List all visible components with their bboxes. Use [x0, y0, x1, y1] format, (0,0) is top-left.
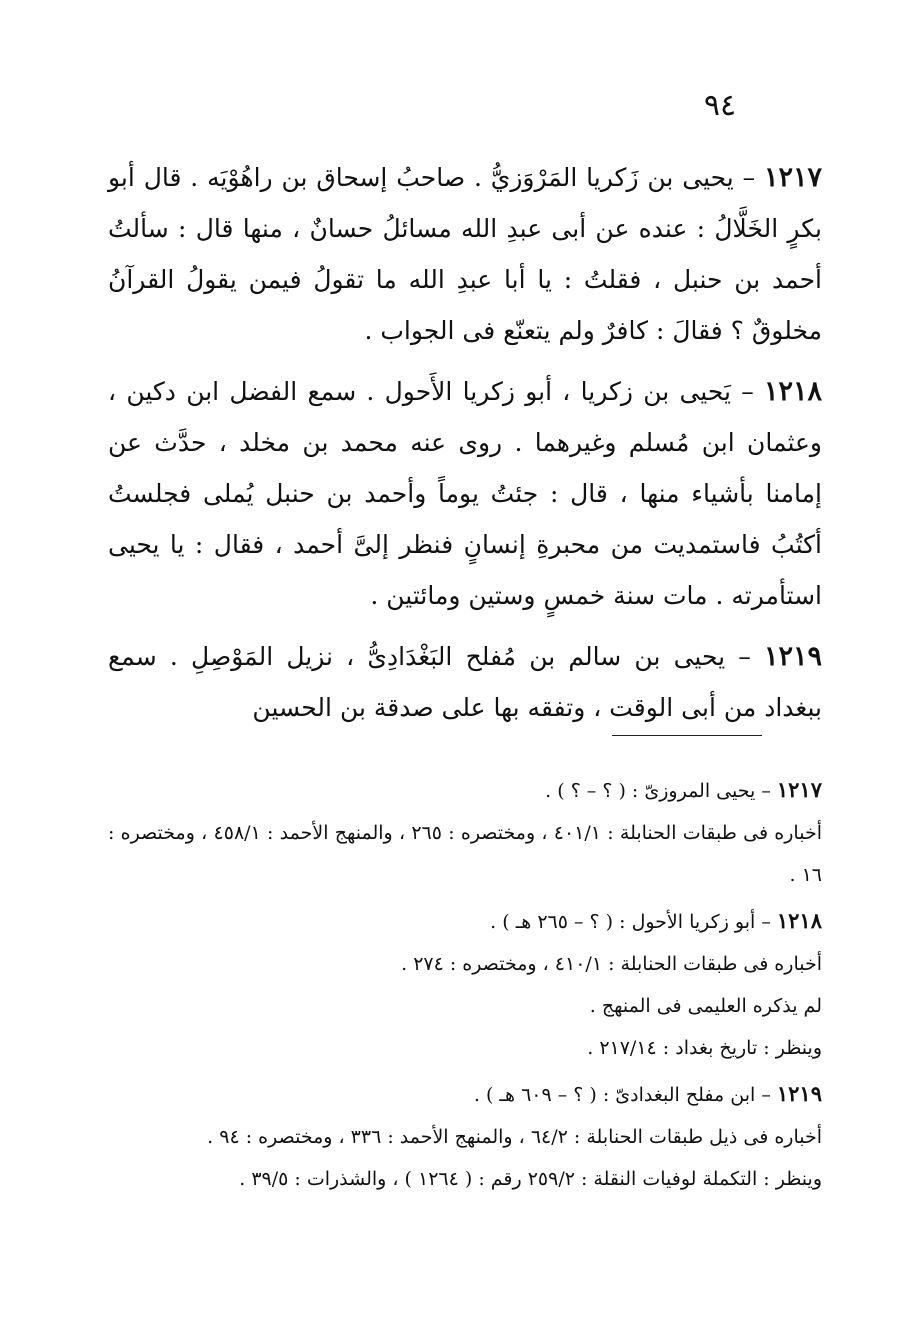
footnote-line: لم يذكره العليمى فى المنهج . — [589, 995, 822, 1017]
page-number: ٩٤ — [703, 88, 737, 123]
footnote-number: ١٢١٧ — [776, 777, 822, 802]
entry-text: – يحيى بن زَكريا المَرْوَزيُّ . صاحبُ إسحاق بن راهُوْيَه . قال أبو بكرٍ الخَلَّالُ : عنده عن أبى عبدِ الله مسائلُ حسانٌ ، منها قال : سألتُ أحمد بن حنبل ، فقلتُ : يا أبا عبدِ الله ما تقولُ فيمن يقولُ القرآنُ مخلوقٌ ؟ فقالَ : كافرٌ ولم يتعنّع فى الجواب . — [108, 163, 822, 345]
footnote-number: ١٢١٨ — [776, 908, 822, 933]
entry-1218 — [108, 366, 822, 621]
entry-1219 — [108, 631, 822, 733]
main-text — [108, 152, 822, 743]
entry-1217 — [108, 152, 822, 356]
footnote-line: أخباره فى طبقات الحنابلة : ٤٠١/١ ، ومختصره : ٢٦٥ ، والمنهج الأحمد : ٤٥٨/١ ، ومختصره : ١٦ . — [108, 822, 822, 886]
footnote-head-text: – يحيى المروزىّ : ( ؟ – ؟ ) . — [545, 780, 771, 802]
footnote-1217-head — [108, 769, 822, 812]
footnote-line: أخباره فى ذيل طبقات الحنابلة : ٦٤/٢ ، والمنهج الأحمد : ٣٣٦ ، ومختصره : ٩٤ . — [207, 1126, 822, 1148]
footnote-1218-head — [108, 900, 822, 943]
footnote-head-text: – أبو زكريا الأحول : ( ؟ – ٢٦٥ هـ ) . — [490, 911, 771, 933]
footnote-line: أخباره فى طبقات الحنابلة : ٤١٠/١ ، ومختصره : ٢٧٤ . — [401, 953, 822, 975]
footnote-line: وينظر : تاريخ بغداد : ٢١٧/١٤ . — [587, 1037, 822, 1059]
footnotes — [108, 765, 822, 1200]
footnote-head-text: – ابن مفلح البغدادىّ : ( ؟ – ٦٠٩ هـ ) . — [473, 1084, 771, 1106]
entry-number: ١٢١٨ — [763, 376, 822, 407]
entry-text: – يحيى بن سالم بن مُفلح البَغْدَادِىُّ ، نزيل المَوْصِلِ . سمع ببغداد من أبى الوقت ، وتفقه بها على صدقة بن الحسين — [108, 642, 822, 722]
footnote-separator — [612, 735, 762, 736]
footnote-line: وينظر : التكملة لوفيات النقلة : ٢٥٩/٢ رقم : ( ١٢٦٤ ) ، والشذرات : ٣٩/٥ . — [239, 1168, 822, 1190]
footnote-number: ١٢١٩ — [776, 1081, 822, 1106]
entry-text: – يَحيى بن زكريا ، أبو زكريا الأَحول . سمع الفضل ابن دكين ، وعثمان ابن مُسلم وغيرهما . روى عنه محمد بن مخلد ، حدَّث عن إمامنا بأشياء منها ، قال : جئتُ يوماً وأحمد بن حنبل يُملى فجلستُ أكتُبُ فاستمديت من محبرةِ إنسانٍ فنظر إلىَّ أحمد ، فقال : يا يحيى استأمرته . مات سنة خمسٍ وستين ومائتين . — [108, 377, 822, 610]
entry-number: ١٢١٩ — [763, 641, 822, 672]
entry-number: ١٢١٧ — [763, 162, 822, 193]
footnote-1219-head — [108, 1073, 822, 1116]
